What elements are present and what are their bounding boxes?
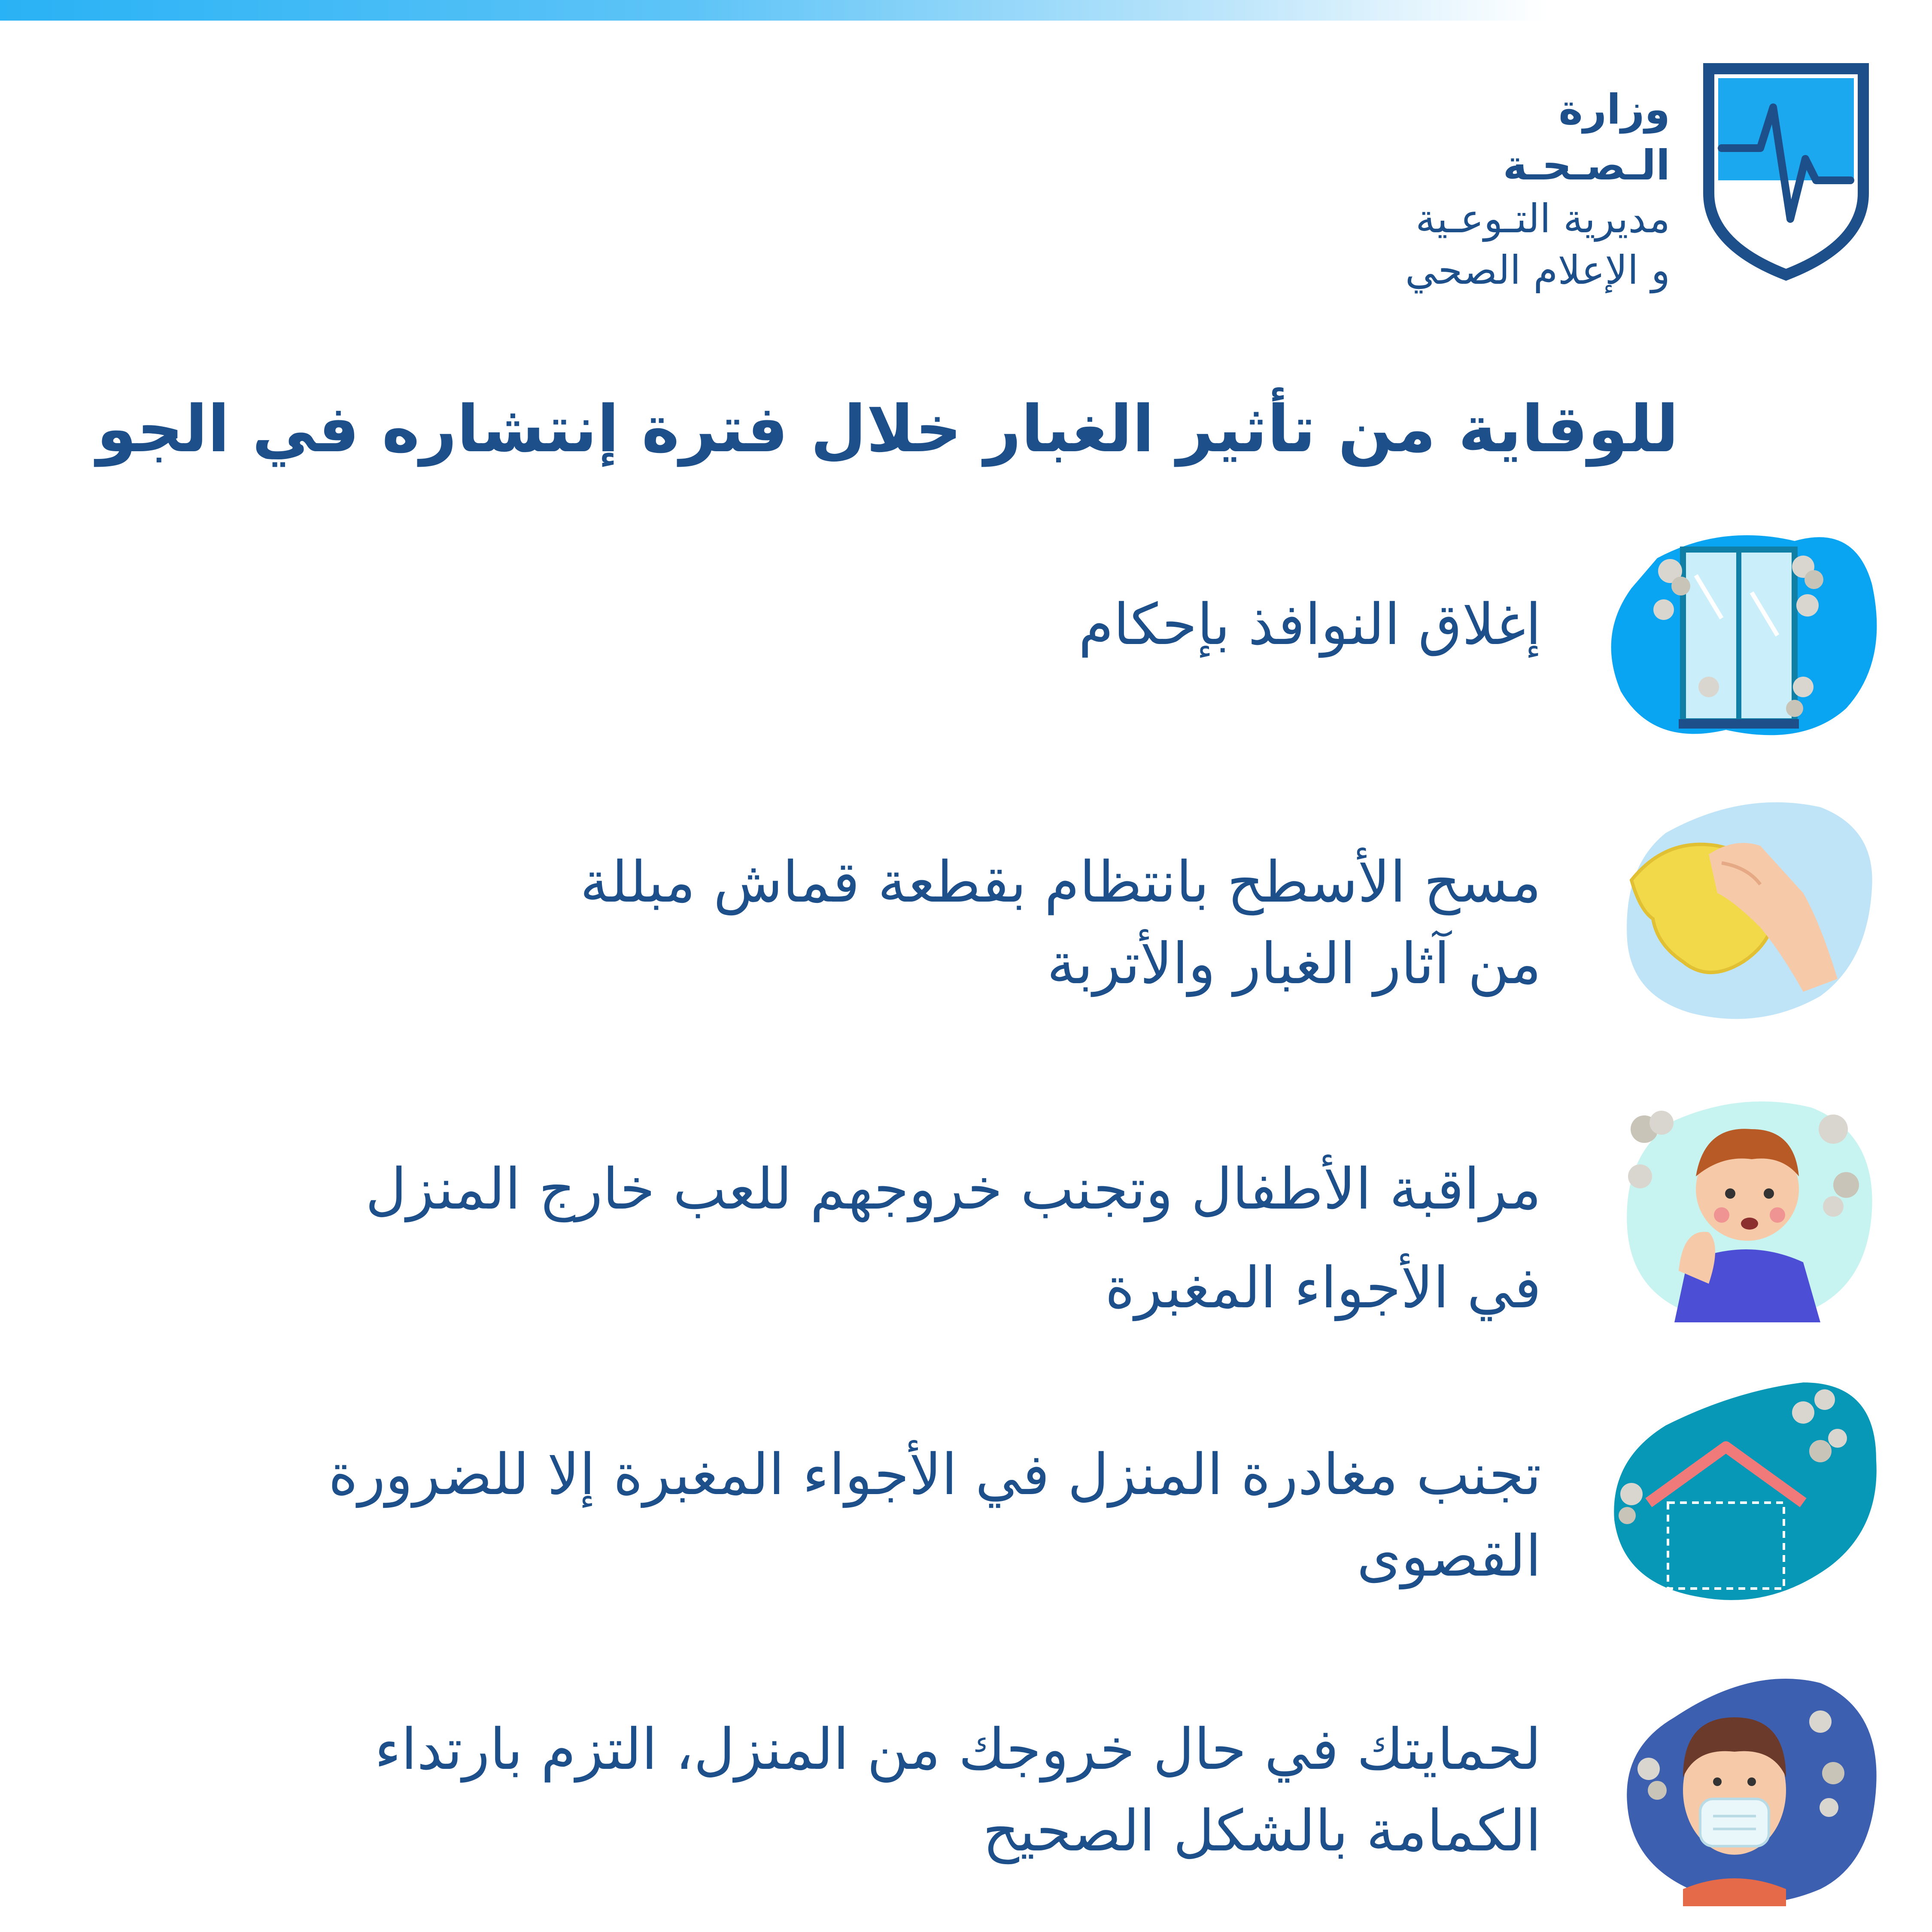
closed-window-icon xyxy=(1580,507,1880,764)
tip-text xyxy=(82,841,1541,1005)
house-dust-icon xyxy=(1580,1365,1880,1623)
tip-line: إغلاق النوافذ بإحكام xyxy=(1078,592,1541,658)
tip-wipe-surfaces xyxy=(0,781,1932,1039)
tip-line: في الأجواء المغبرة xyxy=(1105,1255,1541,1321)
tip-watch-children xyxy=(0,1082,1932,1340)
tip-text xyxy=(82,584,1541,665)
page-title: للوقاية من تأثير الغبار خلال فترة إنتشاره في الجو xyxy=(96,392,1679,467)
tip-line: مراقبة الأطفال وتجنب خروجهم للعب خارج المنزل xyxy=(365,1156,1541,1222)
tip-text xyxy=(82,1709,1541,1872)
directorate-name: مديرية التـوعـية xyxy=(1416,196,1670,242)
tip-line: مسح الأسطح بانتظام بقطعة قماش مبللة xyxy=(580,849,1541,915)
logo-text xyxy=(1387,82,1670,296)
ministry-name: وزارة الـصـحـة xyxy=(1503,85,1670,189)
tip-avoid-leaving-home xyxy=(0,1365,1932,1623)
tip-line: الكمامة بالشكل الصحيح xyxy=(982,1798,1541,1864)
directorate-subtitle: و الإعلام الصحي xyxy=(1405,247,1670,293)
hand-wiping-cloth-icon xyxy=(1580,781,1880,1039)
tip-text xyxy=(82,1434,1541,1597)
heartbeat-shield-icon xyxy=(1692,52,1880,283)
top-accent-bar xyxy=(0,0,1546,21)
tip-line: القصوى xyxy=(1357,1523,1541,1589)
coughing-child-icon xyxy=(1580,1082,1880,1340)
masked-person-icon xyxy=(1580,1666,1880,1923)
tip-line: تجنب مغادرة المنزل في الأجواء المغبرة إلا للضرورة xyxy=(328,1442,1541,1508)
ministry-logo xyxy=(1387,52,1880,292)
tip-text xyxy=(82,1133,1541,1331)
tip-line: لحمايتك في حال خروجك من المنزل، التزم بارتداء xyxy=(374,1716,1541,1783)
tip-line: من آثار الغبار والأتربة xyxy=(1047,931,1541,997)
tip-wear-mask xyxy=(0,1666,1932,1923)
tip-close-windows xyxy=(0,507,1932,764)
